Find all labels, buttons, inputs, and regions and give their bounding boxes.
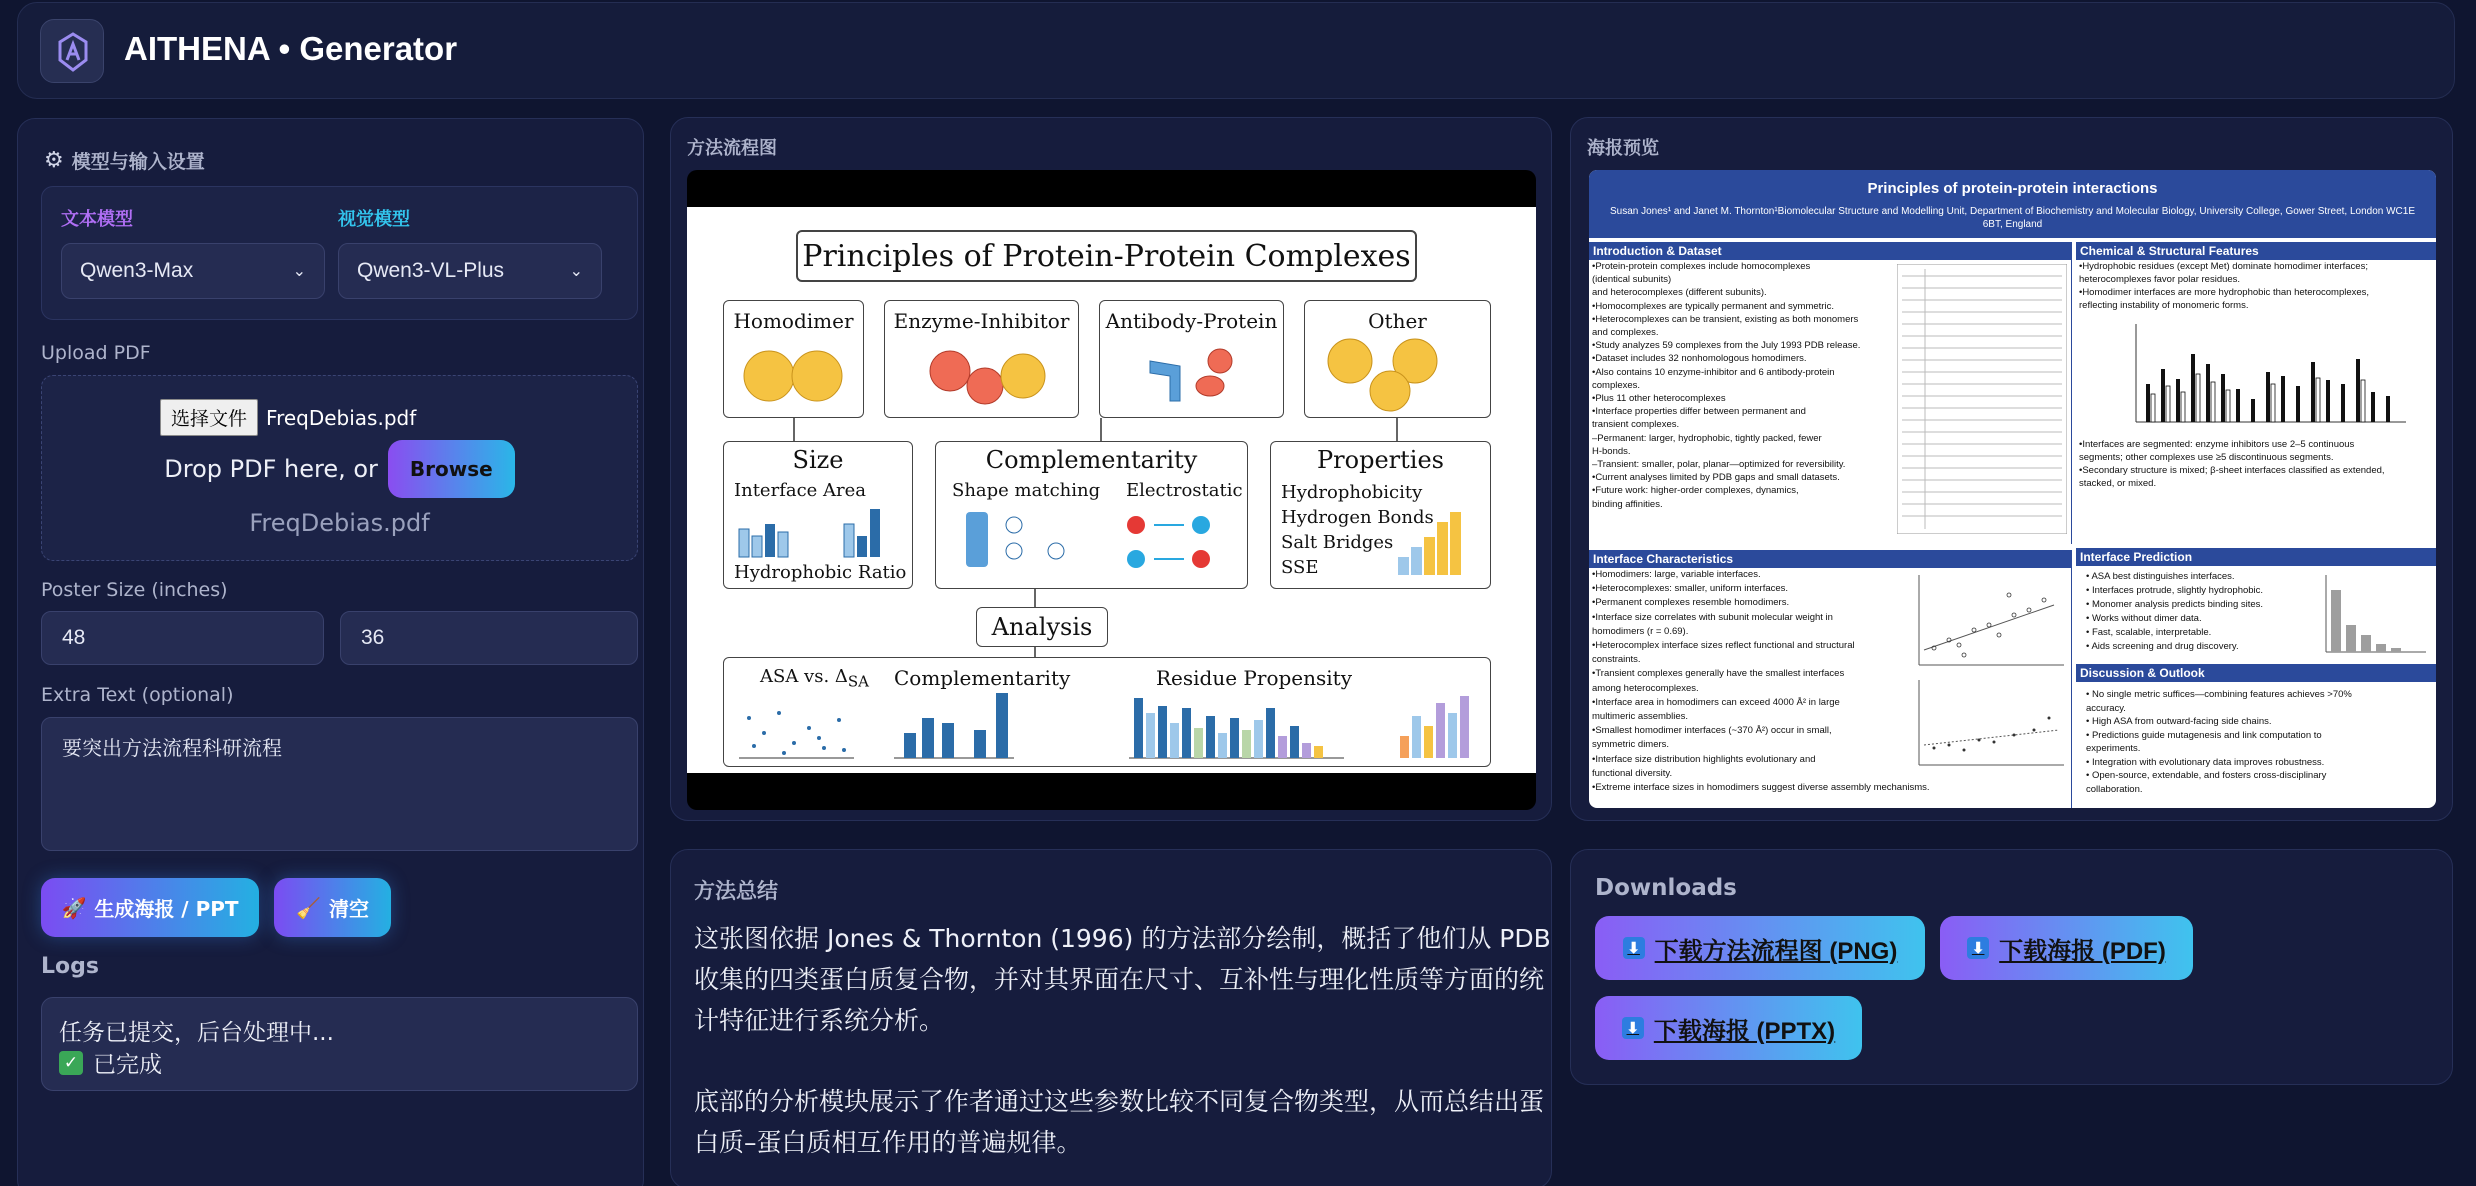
poster-preview-panel xyxy=(1570,117,2453,821)
size-sub-interface-area: Interface Area xyxy=(734,480,867,501)
asa-label-subscript: SA xyxy=(847,672,870,691)
download-flowchart-png-button[interactable] xyxy=(1595,916,1925,980)
flowchart-canvas xyxy=(687,207,1536,773)
poster-line: transient complexes. xyxy=(1592,419,1680,431)
summary-title: 方法总结 xyxy=(694,879,778,903)
text-model-value: Qwen3-Max xyxy=(80,259,194,282)
upload-label: Upload PDF xyxy=(41,342,151,364)
poster-line: •Plus 11 other heterocomplexes xyxy=(1592,393,1726,405)
download-flowchart-png-label: 下载方法流程图 (PNG) xyxy=(1654,937,1898,965)
chevron-down-icon: ⌄ xyxy=(292,263,306,280)
poster-line: and complexes. xyxy=(1592,327,1659,339)
poster-height-input[interactable]: 36 xyxy=(340,611,638,665)
poster-section-title: Chemical & Structural Features xyxy=(2076,242,2436,260)
rocket-icon: 🚀 xyxy=(61,895,87,920)
poster-line: (identical subunits) xyxy=(1592,274,1672,286)
download-icon: ⬇ xyxy=(1622,1017,1644,1039)
poster-line: •Extreme interface sizes in homodimers suggest diverse assembly mechanisms. xyxy=(1592,782,1930,794)
electrostatic-label: Electrostatic xyxy=(1126,480,1243,501)
poster-line: •Transient complexes generally have the smallest interfaces xyxy=(1592,668,1845,680)
poster-section-title: Discussion & Outlook xyxy=(2076,664,2436,682)
poster-line: •Interface size correlates with subunit molecular weight in xyxy=(1592,611,1833,623)
vision-model-select[interactable] xyxy=(338,243,602,299)
poster-chem-text xyxy=(2079,260,2369,312)
poster-line: •Interface area in homodimers can exceed 4000 Å² in large xyxy=(1592,696,1840,708)
settings-title-text: 模型与输入设置 xyxy=(71,151,205,173)
log-line-1: 任务已提交，后台处理中... xyxy=(59,1020,334,1046)
pdf-dropzone[interactable] xyxy=(41,375,638,561)
complementarity-icon xyxy=(956,507,1246,577)
poster-line: stacked, or mixed. xyxy=(2079,478,2157,489)
poster-line: H-bonds. xyxy=(1592,445,1631,457)
poster-line: heterocomplexes favor polar residues. xyxy=(2079,274,2241,285)
logs-label: Logs xyxy=(41,954,99,979)
poster-line: • Monomer analysis predicts binding sites. xyxy=(2086,599,2264,610)
poster-line: •Heterocomplexes: smaller, uniform interfaces. xyxy=(1592,583,1789,595)
property-item: Hydrogen Bonds xyxy=(1281,507,1434,528)
poster-line: •Protein-protein complexes include homocomplexes xyxy=(1592,261,1811,272)
uploaded-file-name: FreqDebias.pdf xyxy=(249,509,430,537)
broom-icon: 🧹 xyxy=(296,895,321,920)
poster-line: • Predictions guide mutagenesis and link computation to xyxy=(2086,729,2322,741)
poster-interface-text xyxy=(1592,568,1930,795)
model-selection-group xyxy=(41,186,638,320)
aithena-logo-icon xyxy=(40,19,104,83)
poster-header xyxy=(1589,170,2436,238)
poster-line: •Also contains 10 enzyme-inhibitor and 6 antibody-protein xyxy=(1592,366,1835,378)
vision-model-value: Qwen3-VL-Plus xyxy=(357,259,505,282)
property-item: Salt Bridges xyxy=(1281,532,1394,553)
size-box xyxy=(723,441,913,589)
generate-button-label: 生成海报 / PPT xyxy=(94,897,239,921)
summary-paragraph-1 xyxy=(694,918,1551,1041)
chevron-down-icon: ⌄ xyxy=(569,263,583,280)
poster-dataset-table xyxy=(1897,264,2067,534)
poster-line: reflecting instability of monomeric forms. xyxy=(2079,300,2249,311)
poster-size-label: Poster Size (inches) xyxy=(41,579,228,601)
poster-section-title: Interface Prediction xyxy=(2076,548,2436,566)
poster-line: homodimers (r = 0.69). xyxy=(1592,625,1689,637)
poster-line: •Hydrophobic residues (except Met) dominate homodimer interfaces; xyxy=(2079,261,2368,272)
summary-panel xyxy=(670,849,1552,1186)
poster-line: •Heterocomplexes can be transient, existing as both monomers xyxy=(1592,313,1859,325)
poster-line: • ASA best distinguishes interfaces. xyxy=(2086,571,2235,582)
type-label-antibody-protein: Antibody-Protein xyxy=(1105,309,1278,333)
poster-discussion-text xyxy=(2086,688,2352,796)
poster-line: constraints. xyxy=(1592,654,1641,666)
flowchart-title: Principles of Protein-Protein Complexes xyxy=(796,230,1417,282)
poster-line: •Interfaces are segmented: enzyme inhibitors use 2–5 continuous xyxy=(2079,439,2355,450)
drop-text: Drop PDF here, or xyxy=(164,455,378,483)
gear-icon: ⚙ xyxy=(44,148,64,173)
log-line-2-text: 已完成 xyxy=(93,1052,162,1078)
extra-text-textarea[interactable] xyxy=(41,717,638,851)
download-poster-pptx-label: 下载海报 (PPTX) xyxy=(1653,1017,1836,1045)
extra-text-value: 要突出方法流程科研流程 xyxy=(62,736,282,760)
poster-intro-text xyxy=(1592,260,1892,511)
poster-scatter-charts xyxy=(1904,570,2069,775)
poster-preview-title: 海报预览 xyxy=(1587,138,1659,159)
settings-panel xyxy=(17,118,644,1186)
poster-section-title: Interface Characteristics xyxy=(1589,550,2071,568)
choose-file-button[interactable]: 选择文件 xyxy=(160,399,258,436)
check-icon: ✓ xyxy=(59,1051,83,1075)
poster-line: •Permanent complexes resemble homodimers. xyxy=(1592,597,1790,609)
poster-line: –Permanent: larger, hydrophobic, tightly packed, fewer xyxy=(1592,432,1822,444)
size-title: Size xyxy=(792,446,844,474)
poster-section-title: Introduction & Dataset xyxy=(1589,242,2071,260)
properties-box xyxy=(1270,441,1491,589)
app-header xyxy=(17,2,2455,99)
poster-line: •Secondary structure is mixed; β-sheet interfaces classified as extended, xyxy=(2079,465,2385,476)
poster-line: • Open-source, extendable, and fosters cross-disciplinary xyxy=(2086,770,2327,781)
text-model-select[interactable] xyxy=(61,243,325,299)
poster-line: •Heterocomplex interface sizes reflect functional and structural xyxy=(1592,640,1855,652)
app-title: AITHENA • Generator xyxy=(124,30,458,67)
summary-line: 收集的四类蛋白质复合物，并对其界面在尺寸、互补性与理化性质等方面的统 xyxy=(694,965,1545,994)
poster-line: complexes. xyxy=(1592,379,1641,391)
file-chooser xyxy=(160,399,416,436)
flowchart-panel xyxy=(670,117,1552,821)
poster-line: symmetric dimers. xyxy=(1592,739,1670,751)
clear-button[interactable] xyxy=(274,878,391,937)
analysis-complementarity-label: Complementarity xyxy=(894,666,1071,690)
properties-title: Properties xyxy=(1317,446,1444,474)
poster-line: accuracy. xyxy=(2086,702,2126,714)
poster-title: Principles of protein-protein interactions xyxy=(1867,180,2158,197)
generate-button[interactable] xyxy=(41,878,259,937)
browse-button[interactable]: Browse xyxy=(388,440,515,498)
poster-line: •Interface size distribution highlights evolutionary and xyxy=(1592,753,1816,765)
poster-line: •Current analyses limited by PDB gaps and small datasets. xyxy=(1592,472,1840,484)
downloads-panel xyxy=(1570,849,2453,1085)
shape-matching-label: Shape matching xyxy=(952,480,1101,501)
poster-line: • No single metric suffices—combining features achieves >70% xyxy=(2086,689,2352,700)
poster-line: collaboration. xyxy=(2086,783,2143,795)
poster-line: and heterocomplexes (different subunits). xyxy=(1592,287,1767,299)
analysis-box xyxy=(723,657,1491,767)
poster-prediction-text xyxy=(2086,570,2263,654)
log-line-2 xyxy=(59,1046,162,1079)
poster-line: among heterocomplexes. xyxy=(1592,682,1699,694)
text-model-label: 文本模型 xyxy=(61,209,133,230)
poster-line: •Future work: higher-order complexes, dynamics, xyxy=(1592,485,1799,497)
extra-text-label: Extra Text (optional) xyxy=(41,684,234,706)
summary-line: 计特征进行系统分析。 xyxy=(694,1006,945,1035)
poster-section-chem xyxy=(2076,242,2436,542)
download-poster-pptx-button[interactable] xyxy=(1595,996,1862,1060)
poster-line: • Integration with evolutionary data improves robustness. xyxy=(2086,756,2325,768)
poster-line: • Fast, scalable, interpretable. xyxy=(2086,627,2212,638)
poster-prediction-chart xyxy=(2316,570,2431,660)
downloads-title: Downloads xyxy=(1595,875,1737,901)
download-poster-pdf-button[interactable] xyxy=(1940,916,2193,980)
poster-line: segments; other complexes use ≥5 discontinuous segments. xyxy=(2079,452,2334,463)
analysis-title: Analysis xyxy=(976,607,1108,647)
size-bar-icon xyxy=(734,504,904,559)
logs-box xyxy=(41,997,638,1091)
poster-line: •Study analyzes 59 complexes from the July 1993 PDB release. xyxy=(1592,340,1861,352)
type-label-enzyme-inhibitor: Enzyme-Inhibitor xyxy=(893,309,1070,333)
poster-line: –Transient: smaller, polar, planar—optimized for reversibility. xyxy=(1592,459,1846,471)
flowchart-image xyxy=(687,170,1536,810)
poster-line: • Aids screening and drug discovery. xyxy=(2086,641,2239,652)
summary-paragraph-2 xyxy=(694,1081,1544,1163)
poster-line: •Interface properties differ between permanent and xyxy=(1592,406,1806,418)
asa-label-main: ASA vs. Δ xyxy=(760,666,848,687)
analysis-mini-charts xyxy=(724,658,1492,768)
poster-line: multimeric assemblies. xyxy=(1592,711,1689,723)
poster-line: functional diversity. xyxy=(1592,767,1673,779)
vision-model-label: 视觉模型 xyxy=(338,209,410,230)
properties-bar-icon xyxy=(1396,507,1486,577)
summary-line: 白质–蛋白质相互作用的普遍规律。 xyxy=(694,1128,1082,1157)
poster-chem-text-2 xyxy=(2079,438,2385,490)
poster-section-intro xyxy=(1589,242,2072,544)
poster-line: •Dataset includes 32 nonhomologous homodimers. xyxy=(1592,353,1807,365)
clear-button-label: 清空 xyxy=(328,897,369,921)
poster-section-interface xyxy=(1589,550,2072,808)
size-sub-hydrophobic-ratio: Hydrophobic Ratio xyxy=(734,562,907,583)
complementarity-box xyxy=(935,441,1248,589)
poster-line: •Smallest homodimer interfaces (~370 Å²) occur in small, xyxy=(1592,725,1832,737)
download-poster-pdf-label: 下载海报 (PDF) xyxy=(1999,937,2166,965)
download-icon: ⬇ xyxy=(1623,937,1645,959)
complementarity-title: Complementarity xyxy=(985,446,1198,474)
type-label-other: Other xyxy=(1368,309,1427,333)
poster-line: • High ASA from outward-facing side chains. xyxy=(2086,716,2272,727)
poster-section-discussion xyxy=(2076,664,2436,808)
poster-line: experiments. xyxy=(2086,743,2141,754)
poster-section-prediction xyxy=(2076,548,2436,660)
chosen-file-name: FreqDebias.pdf xyxy=(266,405,417,430)
poster-width-input[interactable]: 48 xyxy=(41,611,324,665)
poster-line: •Homodimers: large, variable interfaces. xyxy=(1592,569,1761,580)
flowchart-panel-title: 方法流程图 xyxy=(687,138,777,159)
poster-line: •Homocomplexes are typically permanent and symmetric. xyxy=(1592,300,1834,312)
poster-line: •Homodimer interfaces are more hydrophobic than heterocomplexes, xyxy=(2079,287,2370,298)
residue-propensity-label: Residue Propensity xyxy=(1156,666,1353,690)
summary-line: 底部的分析模块展示了作者通过这些参数比较不同复合物类型，从而总结出蛋 xyxy=(694,1087,1545,1116)
download-icon: ⬇ xyxy=(1967,937,1989,959)
poster-line: • Interfaces protrude, slightly hydrophobic. xyxy=(2086,585,2264,596)
poster-residue-chart xyxy=(2116,314,2416,432)
poster-image xyxy=(1589,170,2436,808)
property-item: Hydrophobicity xyxy=(1281,482,1423,503)
poster-line: • Works without dimer data. xyxy=(2086,613,2202,624)
summary-line: 这张图依据 Jones & Thornton (1996) 的方法部分绘制，概括了他们从 PDB xyxy=(694,924,1551,953)
property-item: SSE xyxy=(1281,557,1319,578)
poster-line: binding affinities. xyxy=(1592,498,1663,510)
drop-row xyxy=(42,440,637,498)
settings-title xyxy=(44,147,205,174)
type-label-homodimer: Homodimer xyxy=(733,309,854,333)
poster-authors: Susan Jones¹ and Janet M. Thornton¹Biomolecular Structure and Modelling Unit, Department of Biochemistry and Molecular Biology, University College, Gower Street, London WC1E 6BT, England xyxy=(1609,206,2415,230)
